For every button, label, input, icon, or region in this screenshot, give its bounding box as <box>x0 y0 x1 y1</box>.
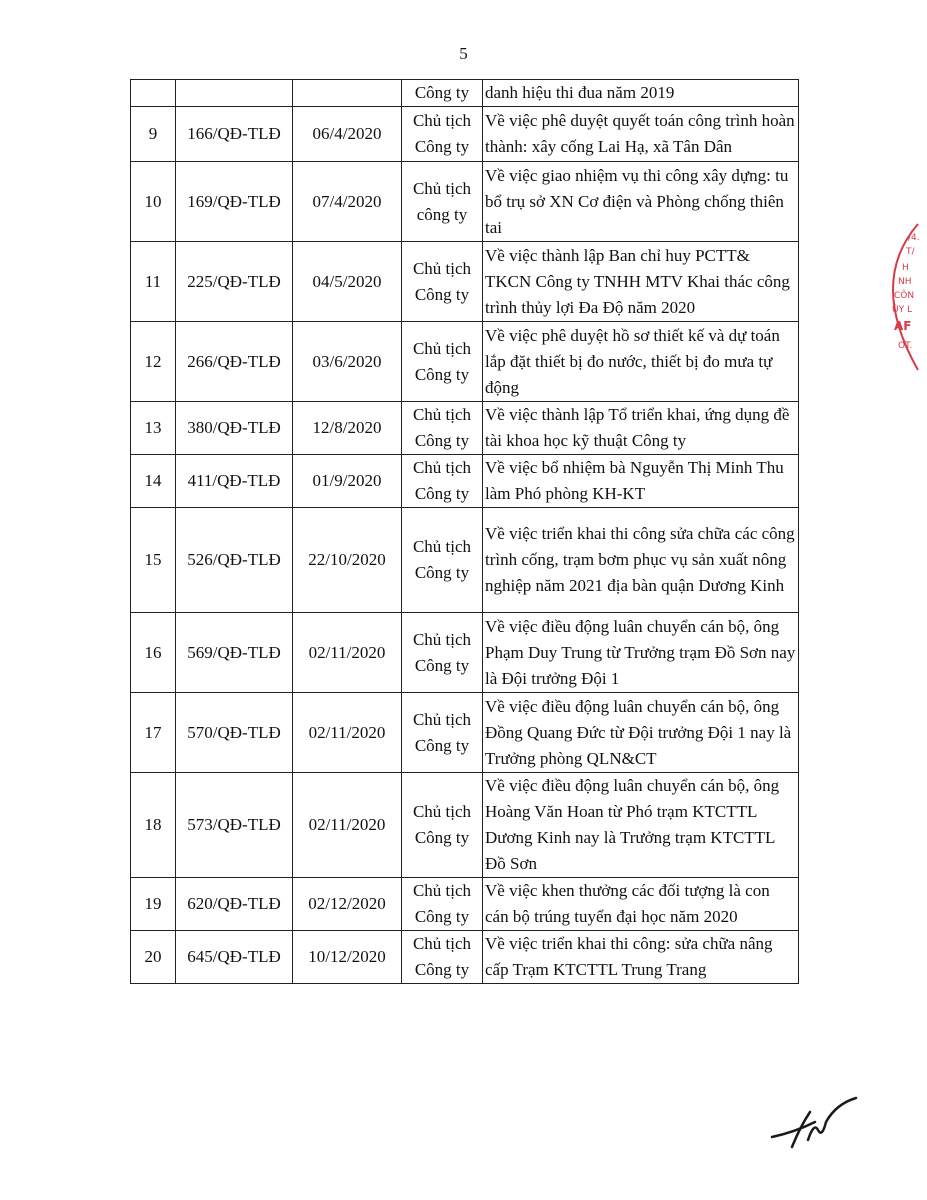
table-row <box>131 455 799 508</box>
summary: Về việc điều động luân chuyển cán bộ, ông Hoàng Văn Hoan từ Phó trạm KTCTTL Dương Kinh nay là Trưởng trạm KTCTTL Đồ Sơn <box>483 773 799 878</box>
signer: Chủ tịch Công ty <box>402 878 483 931</box>
decision-date: 02/11/2020 <box>293 613 402 693</box>
decision-date: 22/10/2020 <box>293 508 402 613</box>
decision-date: 10/12/2020 <box>293 931 402 984</box>
decision-number: 380/QĐ-TLĐ <box>176 402 293 455</box>
decision-number: 266/QĐ-TLĐ <box>176 322 293 402</box>
table-row <box>131 402 799 455</box>
table-row <box>131 613 799 693</box>
table-row <box>131 931 799 984</box>
row-index: 14 <box>131 455 176 508</box>
summary: Về việc bổ nhiệm bà Nguyễn Thị Minh Thu làm Phó phòng KH-KT <box>483 455 799 508</box>
signer: Chủ tịch Công ty <box>402 322 483 402</box>
signer: Chủ tịch Công ty <box>402 613 483 693</box>
svg-text:AF: AF <box>894 319 912 333</box>
signer: Chủ tịch Công ty <box>402 402 483 455</box>
table-row <box>131 773 799 878</box>
decision-number: 526/QĐ-TLĐ <box>176 508 293 613</box>
decision-number: 570/QĐ-TLĐ <box>176 693 293 773</box>
summary: Về việc khen thưởng các đối tượng là con cán bộ trúng tuyển đại học năm 2020 <box>483 878 799 931</box>
row-index: 17 <box>131 693 176 773</box>
svg-text:T/: T/ <box>906 247 915 257</box>
signer: Chủ tịch Công ty <box>402 455 483 508</box>
summary: Về việc phê duyệt quyết toán công trình hoàn thành: xây cống Lai Hạ, xã Tân Dân <box>483 107 799 162</box>
row-index <box>131 80 176 107</box>
table-row <box>131 322 799 402</box>
decision-date: 02/11/2020 <box>293 773 402 878</box>
row-index: 18 <box>131 773 176 878</box>
summary: Về việc thành lập Ban chỉ huy PCTT& TKCN Công ty TNHH MTV Khai thác công trình thủy lợi Đa Độ năm 2020 <box>483 242 799 322</box>
decision-number: 166/QĐ-TLĐ <box>176 107 293 162</box>
summary: Về việc điều động luân chuyển cán bộ, ông Phạm Duy Trung từ Trưởng trạm Đồ Sơn nay là Đội trưởng Đội 1 <box>483 613 799 693</box>
signer: Chủ tịch Công ty <box>402 931 483 984</box>
signer: Chủ tịch Công ty <box>402 107 483 162</box>
decision-date: 02/12/2020 <box>293 878 402 931</box>
decision-number: 573/QĐ-TLĐ <box>176 773 293 878</box>
decision-number: 411/QĐ-TLĐ <box>176 455 293 508</box>
table-row <box>131 162 799 242</box>
row-index: 13 <box>131 402 176 455</box>
signer: Chủ tịch Công ty <box>402 693 483 773</box>
company-stamp-fragment <box>858 222 927 372</box>
row-index: 16 <box>131 613 176 693</box>
svg-text:NH: NH <box>898 277 912 287</box>
svg-text:OT.: OT. <box>898 341 913 351</box>
table-row <box>131 80 799 107</box>
decision-date: 04/5/2020 <box>293 242 402 322</box>
signer: Công ty <box>402 80 483 107</box>
table-row <box>131 242 799 322</box>
table-row <box>131 878 799 931</box>
svg-text:H: H <box>902 263 909 273</box>
decision-date: 06/4/2020 <box>293 107 402 162</box>
decision-date: 02/11/2020 <box>293 693 402 773</box>
decisions-table <box>130 79 799 984</box>
summary: danh hiệu thi đua năm 2019 <box>483 80 799 107</box>
decision-date: 01/9/2020 <box>293 455 402 508</box>
signer: Chủ tịch Công ty <box>402 508 483 613</box>
decision-number: 169/QĐ-TLĐ <box>176 162 293 242</box>
summary: Về việc giao nhiệm vụ thi công xây dựng: tu bổ trụ sở XN Cơ điện và Phòng chống thiên tai <box>483 162 799 242</box>
summary: Về việc triển khai thi công sửa chữa các công trình cống, trạm bơm phục vụ sản xuất nông nghiệp năm 2021 địa bàn quận Dương Kinh <box>483 508 799 613</box>
decision-date: 03/6/2020 <box>293 322 402 402</box>
table-row <box>131 508 799 613</box>
summary: Về việc thành lập Tổ triển khai, ứng dụng đề tài khoa học kỹ thuật Công ty <box>483 402 799 455</box>
signature <box>770 1092 860 1162</box>
signer: Chủ tịch Công ty <box>402 242 483 322</box>
row-index: 20 <box>131 931 176 984</box>
table-row <box>131 693 799 773</box>
row-index: 10 <box>131 162 176 242</box>
svg-text:ÙY L: ÙY L <box>892 305 912 315</box>
summary: Về việc phê duyệt hồ sơ thiết kế và dự toán lắp đặt thiết bị đo nước, thiết bị đo mưa tự động <box>483 322 799 402</box>
signer: Chủ tịch Công ty <box>402 773 483 878</box>
row-index: 15 <box>131 508 176 613</box>
decision-date: 12/8/2020 <box>293 402 402 455</box>
row-index: 19 <box>131 878 176 931</box>
svg-text:CÔN: CÔN <box>894 291 915 301</box>
decision-number: 225/QĐ-TLĐ <box>176 242 293 322</box>
summary: Về việc điều động luân chuyển cán bộ, ông Đồng Quang Đức từ Đội trưởng Đội 1 nay là Trưởng phòng QLN&CT <box>483 693 799 773</box>
table-row <box>131 107 799 162</box>
svg-text:/4.: /4. <box>908 233 920 243</box>
signer: Chủ tịch công ty <box>402 162 483 242</box>
row-index: 12 <box>131 322 176 402</box>
decision-number: 620/QĐ-TLĐ <box>176 878 293 931</box>
decision-date: 07/4/2020 <box>293 162 402 242</box>
page-number: 5 <box>459 44 468 63</box>
row-index: 9 <box>131 107 176 162</box>
decision-number: 645/QĐ-TLĐ <box>176 931 293 984</box>
decision-date <box>293 80 402 107</box>
summary: Về việc triển khai thi công: sửa chữa nâng cấp Trạm KTCTTL Trung Trang <box>483 931 799 984</box>
decision-number: 569/QĐ-TLĐ <box>176 613 293 693</box>
decision-number <box>176 80 293 107</box>
row-index: 11 <box>131 242 176 322</box>
